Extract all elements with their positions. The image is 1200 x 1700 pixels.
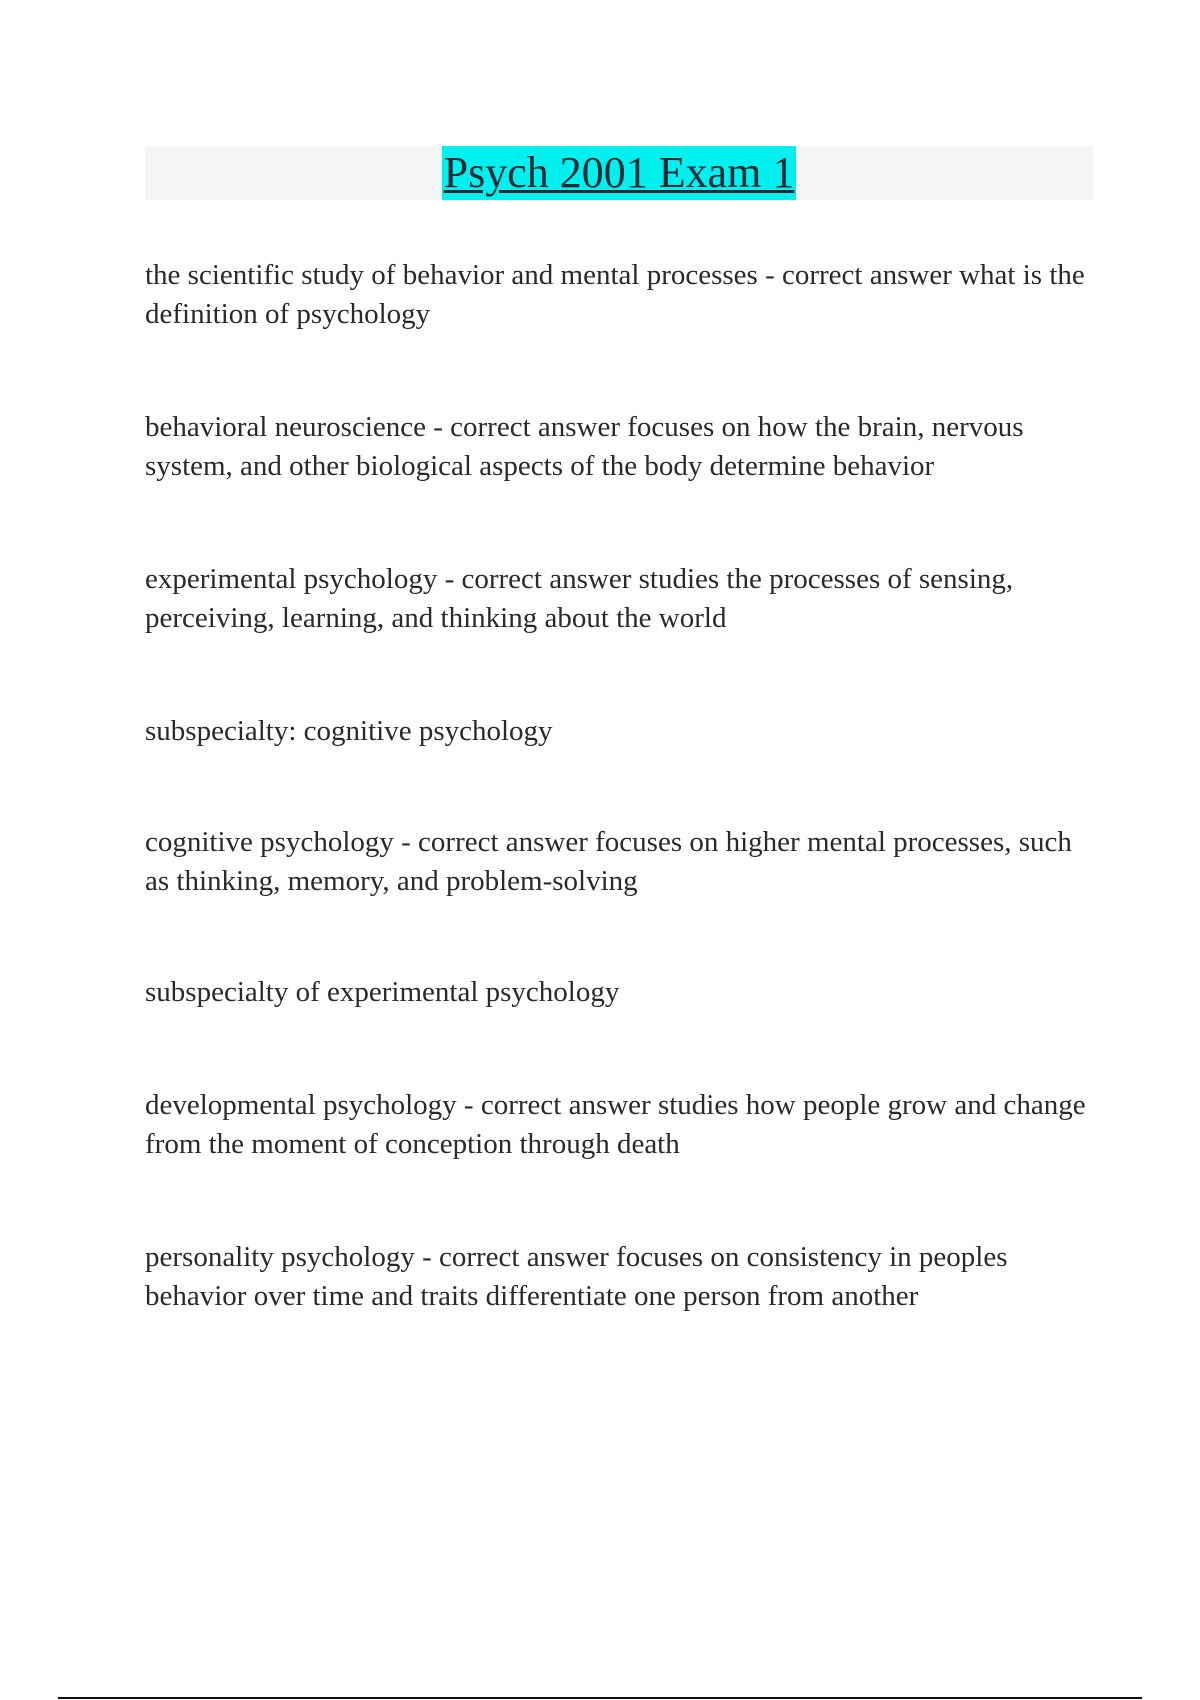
entry-cognitive-psychology: cognitive psychology - correct answer focuses on higher mental processes, such as thinking, memory, and problem-solving bbox=[145, 826, 1072, 897]
title-bar bbox=[145, 146, 1093, 200]
entry-subspecialty-experimental: subspecialty of experimental psychology bbox=[145, 976, 620, 1008]
entry-subspecialty-cognitive: subspecialty: cognitive psychology bbox=[145, 715, 553, 747]
bottom-divider bbox=[58, 1697, 1142, 1699]
entry-psychology-definition: the scientific study of behavior and mental processes - correct answer what is the definition of psychology bbox=[145, 259, 1085, 330]
entry-developmental-psychology: developmental psychology - correct answer studies how people grow and change from the moment of conception through death bbox=[145, 1089, 1086, 1160]
entry-experimental-psychology: experimental psychology - correct answer studies the processes of sensing, perceiving, learning, and thinking about the world bbox=[145, 563, 1014, 634]
entry-behavioral-neuroscience: behavioral neuroscience - correct answer focuses on how the brain, nervous system, and other biological aspects of the body determine behavior bbox=[145, 411, 1024, 482]
document-title: Psych 2001 Exam 1 bbox=[442, 146, 797, 200]
entry-list bbox=[145, 256, 1095, 1316]
entry-personality-psychology: personality psychology - correct answer focuses on consistency in peoples behavior over time and traits differentiate one person from another bbox=[145, 1241, 1008, 1312]
